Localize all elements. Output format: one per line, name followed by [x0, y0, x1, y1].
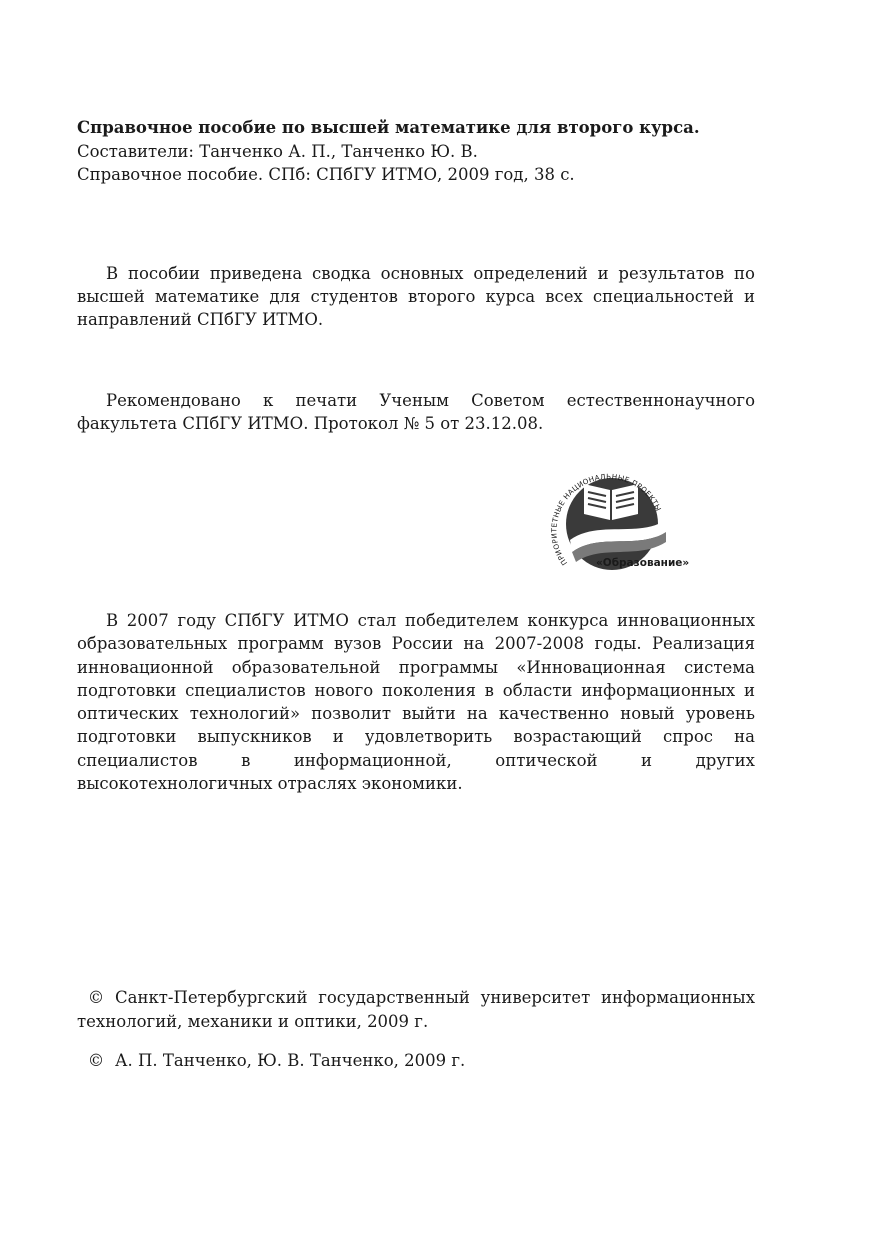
copyright-icon: © — [87, 988, 105, 1007]
winner-text: В 2007 году СПбГУ ИТМО стал победителем конкурса инновационных образовательных программ вузов России на 2007-2008 годы. Реализация инновационной образовательной программы «Инновационная система подготовки специалистов нового поколения в области информационных и оптических технологий» позволит выйти на качественно новый уровень подготовки выпускников и удовлетворить возрастающий спрос на специалистов в информационной, оптической и других высокотехнологичных отраслях экономики. — [77, 611, 755, 794]
copyright-authors — [77, 1049, 755, 1073]
recommendation-paragraph — [77, 389, 755, 435]
recommendation-text: Рекомендовано к печати Ученым Советом естественнонаучного факультета СПбГУ ИТМО. Протокол № 5 от 23.12.08. — [77, 391, 755, 434]
logo-arc-text: ПРИОРИТЕТНЫЕ НАЦИОНАЛЬНЫЕ ПРОЕКТЫ — [549, 472, 664, 568]
copyright-icon: © — [87, 1051, 105, 1070]
logo-caption: «Образование» — [596, 557, 690, 569]
authors-line: Составители: Танченко А. П., Танченко Ю. В. — [77, 142, 478, 161]
copyright-university-text: Санкт-Петербургский государственный университет информационных технологий, механики и оптики, 2009 г. — [77, 988, 755, 1031]
book-title: Справочное пособие по высшей математике для второго курса. — [77, 118, 700, 137]
abstract-paragraph — [77, 262, 755, 332]
copyright-authors-text: А. П. Танченко, Ю. В. Танченко, 2009 г. — [115, 1051, 466, 1070]
winner-paragraph — [77, 609, 755, 795]
logo-graphic — [548, 462, 718, 582]
education-project-logo — [548, 462, 718, 582]
copyright-university — [77, 986, 755, 1033]
abstract-text: В пособии приведена сводка основных определений и результатов по высшей математике для студентов второго курса всех специальностей и направлений СПбГУ ИТМО. — [77, 264, 755, 330]
publication-line: Справочное пособие. СПб: СПбГУ ИТМО, 2009 год, 38 с. — [77, 165, 575, 184]
